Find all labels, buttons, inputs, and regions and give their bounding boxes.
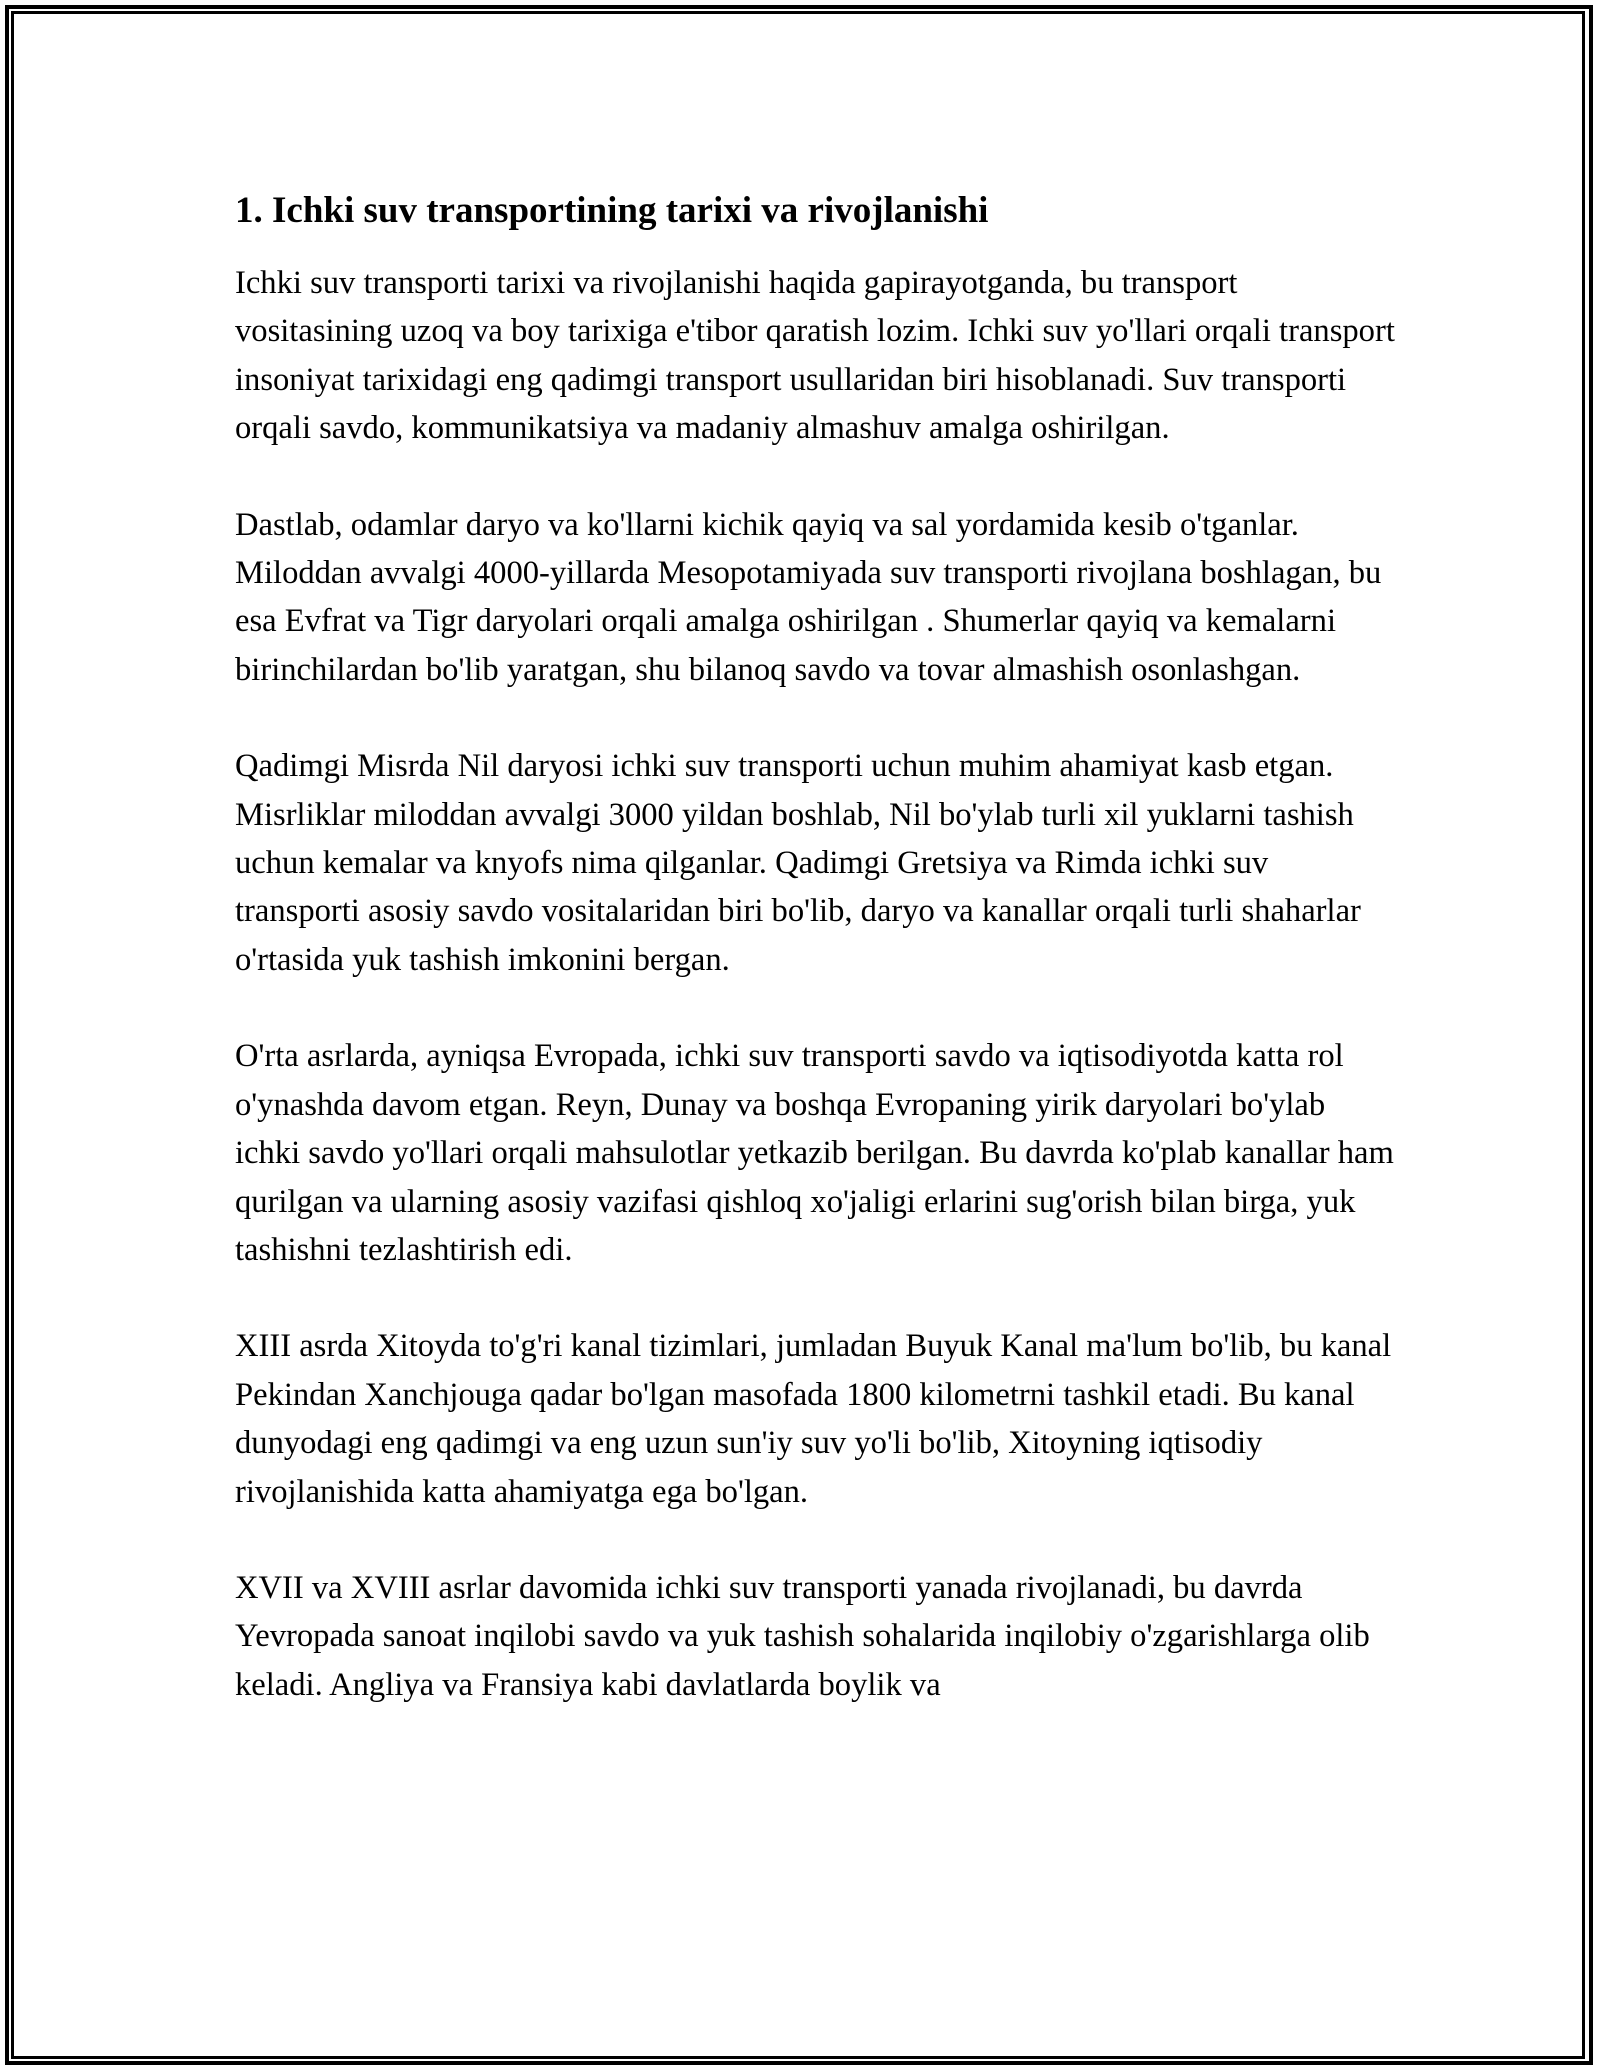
paragraph-intro: Ichki suv transporti tarixi va rivojlanishi haqida gapirayotganda, bu transport vositasining uzoq va boy tarixiga e'tibor qaratish lozim. Ichki suv yo'llari orqali transport insoniyat tarixidagi eng qadimgi transport usullaridan biri hisoblanadi. Suv transporti orqali savdo, kommunikatsiya va madaniy almashuv amalga oshirilgan. xyxy=(235,265,1395,447)
paragraph-egypt: Qadimgi Misrda Nil daryosi ichki suv transporti uchun muhim ahamiyat kasb etgan. Misrliklar miloddan avvalgi 3000 yildan boshlab, Nil bo'ylab turli xil yuklarni tashish uchun kemalar va knyofs nima qilganlar. Qadimgi Gretsiya va Rimda ichki suv transporti asosiy savdo vositalaridan biri bo'lib, daryo va kanallar orqali turli shaharlar o'rtasida yuk tashish imkonini bergan. xyxy=(235,748,1361,978)
document-body xyxy=(235,185,1395,1757)
section-heading: 1. Ichki suv transportining tarixi va rivojlanishi xyxy=(235,190,989,231)
paragraph-industrial: XVII va XVIII asrlar davomida ichki suv transporti yanada rivojlanadi, bu davrda Yevropada sanoat inqilobi savdo va yuk tashish sohalarida inqilobiy o'zgarishlarga olib keladi. Angliya va Fransiya kabi davlatlarda boylik va xyxy=(235,1569,1370,1703)
paragraph-china: XIII asrda Xitoyda to'g'ri kanal tizimlari, jumladan Buyuk Kanal ma'lum bo'lib, bu kanal Pekindan Xanchjouga qadar bo'lgan masofada 1800 kilometrni tashkil etadi. Bu kanal dunyodagi eng qadimgi va eng uzun sun'iy suv yo'li bo'lib, Xitoyning iqtisodiy rivojlanishida katta ahamiyatga ega bo'lgan. xyxy=(235,1328,1392,1510)
paragraph-mesopotamia: Dastlab, odamlar daryo va ko'llarni kichik qayiq va sal yordamida kesib o'tganlar. Miloddan avvalgi 4000-yillarda Mesopotamiyada suv transporti rivojlana boshlagan, bu esa Evfrat va Tigr daryolari orqali amalga oshirilgan . Shumerlar qayiq va kemalarni birinchilardan bo'lib yaratgan, shu bilanoq savdo va tovar almashish osonlashgan. xyxy=(235,506,1382,688)
paragraph-middle-ages: O'rta asrlarda, ayniqsa Evropada, ichki suv transporti savdo va iqtisodiyotda katta rol o'ynashda davom etgan. Reyn, Dunay va boshqa Evropaning yirik daryolari bo'ylab ichki savdo yo'llari orqali mahsulotlar yetkazib berilgan. Bu davrda ko'plab kanallar ham qurilgan va ularning asosiy vazifasi qishloq xo'jaligi erlarini sug'orish bilan birga, yuk tashishni tezlashtirish edi. xyxy=(235,1038,1394,1268)
